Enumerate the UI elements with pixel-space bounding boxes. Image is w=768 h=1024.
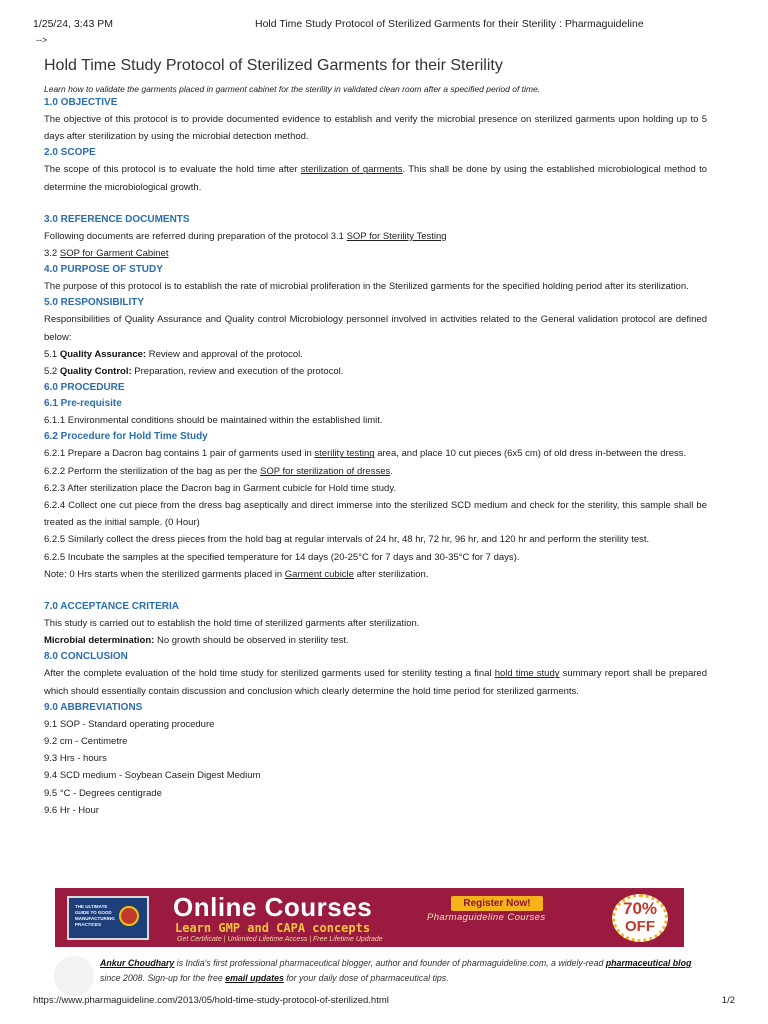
- step-6-2-1-a: 6.2.1 Prepare a Dacron bag contains 1 pair of garments used in: [44, 448, 315, 460]
- step-6-2-2-b: .: [390, 465, 393, 477]
- print-footer: [33, 995, 735, 1009]
- reference-text-a: Following documents are referred during preparation of the protocol 3.1: [44, 230, 347, 242]
- procedure-heading: 6.0 PROCEDURE: [44, 382, 125, 394]
- article-title: Hold Time Study Protocol of Sterilized Garments for their Sterility: [44, 57, 503, 74]
- qa-label: Quality Assurance:: [59, 348, 147, 360]
- sterility-testing-link[interactable]: sterility testing: [314, 448, 375, 460]
- purpose-heading: 4.0 PURPOSE OF STUDY: [44, 264, 163, 276]
- email-updates-link[interactable]: email updates: [225, 972, 284, 983]
- note-a: Note: 0 Hrs starts when the sterilized garments placed in: [44, 568, 285, 580]
- procedure-note: [44, 566, 707, 583]
- abbreviation-item: 9.5 °C - Degrees centigrade: [44, 787, 162, 799]
- pharmaceutical-blog-link[interactable]: pharmaceutical blog: [605, 958, 692, 968]
- register-now-button[interactable]: Register Now!: [451, 896, 543, 911]
- scope-text-a: The scope of this protocol is to evaluate the hold time after: [44, 164, 301, 176]
- arrow-marker: -->: [36, 35, 48, 45]
- acceptance-heading: 7.0 ACCEPTANCE CRITERIA: [44, 601, 180, 613]
- book-cover-text: THE ULTIMATE GUIDE TO GOOD MANUFACTURING PRACTICES: [75, 904, 115, 927]
- author-bio-b: since 2008. Sign-up for the free: [100, 972, 226, 983]
- step-6-2-3: 6.2.3 After sterilization place the Dacron bag in Garment cubicle for Hold time study.: [44, 482, 397, 494]
- abbreviation-item: 9.3 Hrs - hours: [44, 753, 107, 765]
- sop-sterility-testing-link[interactable]: SOP for Sterility Testing: [346, 230, 447, 242]
- conclusion-heading: 8.0 CONCLUSION: [44, 651, 128, 663]
- step-6-2-5-incubate: 6.2.5 Incubate the samples at the specified temperature for 14 days (20-25°C for 7 days and 30-35°C for 7 days).: [44, 551, 520, 563]
- scope-text-b: . This shall be done by using the established microbiological method to determine the microbiological growth.: [44, 164, 707, 193]
- objective-text: The objective of this protocol is to provide documented evidence to establish and verify the microbial presence on sterilized garments upon holding up to 5 days after sterilization by using the microbial detection method.: [44, 114, 707, 143]
- banner-subhead: Learn GMP and CAPA concepts: [175, 921, 371, 935]
- hold-time-procedure-subheading: 6.2 Procedure for Hold Time Study: [44, 431, 208, 443]
- step-6-2-2-a: 6.2.2 Perform the sterilization of the bag as per the: [44, 465, 260, 477]
- reference-heading: 3.0 REFERENCE DOCUMENTS: [44, 213, 190, 225]
- author-bio: [100, 956, 704, 985]
- microbial-determination: [44, 632, 707, 649]
- abbreviation-item: 9.4 SCD medium - Soybean Casein Digest Medium: [44, 770, 261, 782]
- hold-time-study-link[interactable]: hold time study: [494, 668, 560, 680]
- conclusion-text: [44, 665, 707, 699]
- author-box: [54, 956, 704, 986]
- print-header: [33, 18, 735, 32]
- objective-heading: 1.0 OBJECTIVE: [44, 97, 118, 108]
- discount-percent: 70%: [622, 899, 658, 918]
- microbial-determination-text: No growth should be observed in sterility test.: [154, 635, 349, 647]
- reference-num-2: 3.2: [44, 248, 60, 260]
- sterilization-of-garments-link[interactable]: sterilization of garments: [300, 164, 403, 176]
- abbreviations-heading: 9.0 ABBREVIATIONS: [44, 701, 143, 713]
- abbreviation-item: 9.2 cm - Centimetre: [44, 736, 128, 748]
- step-6-1-1: 6.1.1 Environmental conditions should be maintained within the established limit.: [44, 415, 383, 427]
- discount-off: OFF: [625, 918, 655, 935]
- page-url: https://www.pharmaguideline.com/2013/05/hold-time-study-protocol-of-sterilized.html: [33, 995, 389, 1006]
- scope-heading: 2.0 SCOPE: [44, 147, 96, 159]
- responsibility-item-qa: [44, 346, 707, 363]
- responsibility-item-qc: [44, 363, 707, 380]
- scope-text: [44, 161, 707, 195]
- book-badge-icon: [119, 906, 139, 926]
- sop-garment-cabinet-link[interactable]: SOP for Garment Cabinet: [59, 248, 169, 260]
- author-name-link[interactable]: Ankur Choudhary: [100, 958, 175, 968]
- sop-sterilization-dresses-link[interactable]: SOP for sterilization of dresses: [259, 465, 391, 477]
- reference-text: [44, 228, 707, 245]
- abbreviation-item: 9.6 Hr - Hour: [44, 804, 99, 816]
- responsibility-num-2: 5.2: [44, 366, 60, 378]
- prerequisite-subheading: 6.1 Pre-requisite: [44, 398, 122, 410]
- qc-label: Quality Control:: [59, 366, 132, 378]
- responsibility-num-1: 5.1: [44, 348, 60, 360]
- discount-badge: [604, 892, 676, 943]
- note-b: after sterilization.: [353, 568, 429, 580]
- acceptance-text: This study is carried out to establish the hold time of sterilized garments after sterilization.: [44, 618, 420, 630]
- print-datetime: 1/25/24, 3:43 PM: [33, 18, 113, 30]
- qa-text: Review and approval of the protocol.: [146, 348, 303, 360]
- reference-item-2: [44, 245, 707, 262]
- gmp-book-image: [67, 896, 149, 940]
- online-courses-banner[interactable]: [55, 888, 684, 947]
- conclusion-text-a: After the complete evaluation of the hold time study for sterilized garments used for sterility testing a final: [44, 668, 495, 680]
- author-bio-a: is India's first professional pharmaceutical blogger, author and founder of pharmaguideline.com, a widely-read: [174, 958, 606, 968]
- author-avatar: [54, 956, 94, 996]
- responsibility-heading: 5.0 RESPONSIBILITY: [44, 297, 145, 309]
- abbreviation-item: 9.1 SOP - Standard operating procedure: [44, 718, 215, 730]
- qc-text: Preparation, review and execution of the protocol.: [131, 366, 344, 378]
- print-page-title: Hold Time Study Protocol of Sterilized Garments for their Sterility : Pharmaguideline: [255, 18, 644, 30]
- responsibility-text: Responsibilities of Quality Assurance and Quality control Microbiology personnel involved in activities related to the General validation protocol are defined below:: [44, 314, 707, 343]
- step-6-2-2: [44, 463, 707, 480]
- banner-features: Get Certificate | Unlimited Lifetime Access | Free Lifetime Updrade: [177, 936, 383, 943]
- step-6-2-5: 6.2.5 Similarly collect the dress pieces from the hold bag at regular intervals of 24 hr, 48 hr, 72 hr, 96 hr, and 120 hr and perform the sterility test.: [44, 534, 650, 546]
- conclusion-text-b: summary report shall be prepared which should essentially contain discussion and conclusion which clearly determine the hold time period for sterilized garments.: [44, 668, 707, 697]
- microbial-determination-label: Microbial determination:: [44, 635, 155, 647]
- banner-brand: Pharmaguideline Courses: [427, 912, 546, 923]
- step-6-2-1-b: area, and place 10 cut pieces (6x5 cm) of old dress in-between the dress.: [374, 448, 687, 460]
- banner-headline: Online Courses: [173, 892, 373, 922]
- author-bio-c: for your daily dose of pharmaceutical tips.: [283, 972, 449, 983]
- page-number: 1/2: [721, 995, 735, 1006]
- garment-cubicle-link[interactable]: Garment cubicle: [284, 568, 354, 580]
- step-6-2-1: [44, 445, 707, 462]
- article-intro: Learn how to validate the garments placed in garment cabinet for the sterility in validated clean room after a specified period of time.: [44, 84, 541, 94]
- purpose-text: The purpose of this protocol is to establish the rate of microbial proliferation in the Sterilized garments for the specified holding period after its sterilization.: [44, 281, 689, 293]
- step-6-2-4: 6.2.4 Collect one cut piece from the dress bag aseptically and direct immerse into the sterilized SCD medium and check for the sterility, this sample shall be treated as the initial sample. (0 Hour): [44, 500, 707, 529]
- article-content: [44, 56, 707, 819]
